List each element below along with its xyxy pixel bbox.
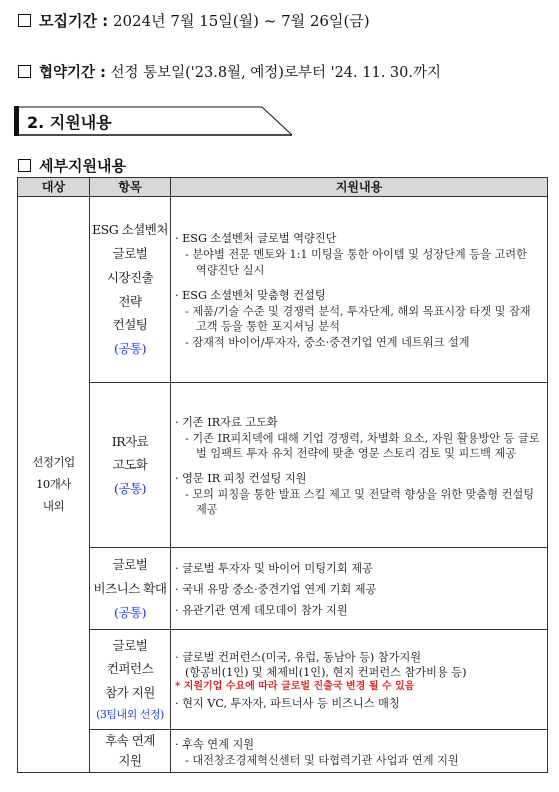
agreement-value: 선정 통보일('23.8월, 예정)로부터 '24. 11. 30.까지 [110,65,441,81]
target-cell [18,197,90,773]
agreement-label: 협약기간 : [39,65,106,81]
item-line: 컨퍼런스 [106,661,154,677]
content-sub: - 모의 피칭을 통한 발표 스킬 제고 및 전달력 향상을 위한 맞춤형 컨설팅 제공 [185,488,535,517]
item-cell [90,630,171,730]
checkbox-square-icon [18,14,31,27]
content-bullet: · ESG 소셜벤처 글로벌 역량진단 [175,232,337,246]
section-title: 2. 지원내용 [27,113,112,132]
agreement-period [18,61,441,82]
target-line: 내외 [42,498,65,513]
content-sub: - 대전창조경제혁신센터 및 타협력기관 사업과 연계 지원 [185,753,459,767]
content-bullet: · 기존 IR자료 고도화 [175,415,278,429]
content-bullet: · 유관기관 연계 데모데이 참가 지원 [175,604,348,618]
content-note: * 지원기업 수요에 따라 글로벌 진출국 변경 될 수 있음 [175,681,415,693]
item-cell [90,197,171,383]
item-tag: (3팀내외 선정) [96,707,164,721]
item-line: 비즈니스 확대 [93,580,167,596]
content-sub: - 잠재적 바이어/투자자, 중소·중견기업 연계 네트워크 설계 [185,335,470,349]
recruit-label: 모집기간 : [39,12,109,30]
content-bullet: · 글로벌 투자자 및 바이어 미팅기회 제공 [175,562,373,576]
subsection-heading [18,155,126,176]
item-line: 고도화 [112,457,148,473]
content-cell [171,197,548,383]
content-sub: - 기존 IR피치덱에 대해 기업 경쟁력, 차별화 요소, 자원 활용방안 등 글로벌 임팩트 투자 유치 전략에 맞춘 영문 스토리 검토 및 피드백 제공 [185,431,540,461]
target-line: 선정기업 [32,454,75,469]
content-cell [171,548,548,630]
content-bullet: · 후속 연계 지원 [175,737,255,751]
item-cell [90,383,171,548]
content-sub: - 분야별 전문 멘토와 1:1 미팅을 통한 아이템 및 성장단계 등을 고려한 역량진단 실시 [185,248,527,277]
content-bullet: · 현지 VC, 투자자, 파트너사 등 비즈니스 매칭 [175,696,400,710]
content-cell [171,630,548,730]
content-bullet: · ESG 소셜벤처 맞춤형 컨설팅 [175,288,326,302]
checkbox-square-icon [18,159,31,172]
item-line: ESG 소셜벤처 [92,222,168,238]
item-line: 컨설팅 [112,317,148,333]
support-table [17,177,548,773]
item-line: 글로벌 [112,637,148,653]
item-line: 글로벌 [112,246,148,262]
item-tag: (공통) [114,604,146,620]
header-item: 항목 [90,178,171,197]
item-line: IR자료 [111,433,149,449]
item-line: 시장진출 [106,269,154,285]
recruit-value: 2024년 7월 15일(월) ~ 7월 26일(금) [112,12,370,30]
table-row [18,548,548,630]
item-line: 전략 [118,293,142,309]
table-row [18,730,548,773]
item-line: 참가 지원 [105,685,155,701]
header-content: 지원내용 [171,178,548,197]
table-row [18,383,548,548]
content-bullet: · 영문 IR 피칭 컨설팅 지원 [175,472,307,486]
subsection-title: 세부지원내용 [39,157,126,175]
item-tag: (공통) [114,481,146,497]
content-cell [171,730,548,773]
recruit-period [18,10,370,31]
content-bullet: · 국내 유망 중소·중견기업 연계 기회 제공 [175,583,377,597]
header-target: 대상 [18,178,90,197]
item-tag: (공통) [114,341,146,357]
content-bullet: · 글로벌 컨퍼런스(미국, 유럽, 동남아 등) 참가지원 [175,651,422,665]
content-continuation: (항공비(1인) 및 체제비(1인), 현지 컨퍼런스 참가비용 등) [185,666,467,680]
item-line: 글로벌 [112,557,148,573]
item-cell [90,730,171,773]
checkbox-square-icon [18,65,31,78]
item-cell [90,548,171,630]
item-line: 지원 [118,753,142,769]
table-row [18,630,548,730]
target-line: 10개사 [36,476,71,491]
table-row [18,197,548,383]
item-line: 후속 연계 [105,733,155,749]
content-cell [171,383,548,548]
table-header-row [18,178,548,197]
content-sub: - 제품/기술 수준 및 경쟁력 분석, 투자단계, 해외 목표시장 타겟 및 잠재고객 등을 통한 포지셔닝 분석 [185,304,531,333]
